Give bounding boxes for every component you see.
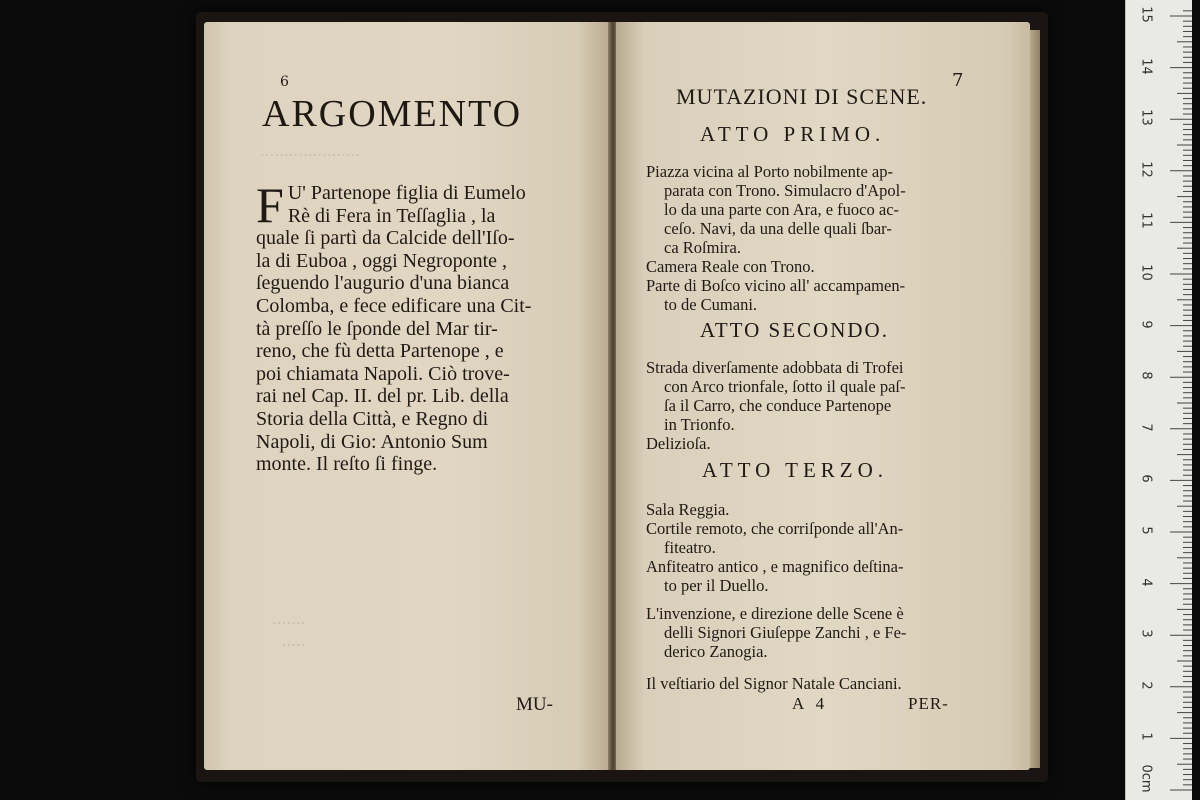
ruler-label: 8 bbox=[1138, 371, 1154, 380]
ruler-label: 14 bbox=[1138, 57, 1154, 75]
right-page bbox=[616, 22, 1030, 770]
text-line: U' Partenope figlia di Eumelo bbox=[287, 182, 526, 204]
text-line: ceſo. Navi, da una delle quali ſbar- bbox=[664, 219, 892, 238]
text-line: poi chiamata Napoli. Ciò trove- bbox=[256, 362, 510, 385]
text-line: quale ſi partì da Calcide dell'Iſo- bbox=[256, 227, 515, 250]
text-line: Camera Reale con Trono. bbox=[646, 257, 815, 276]
text-line: Cortile remoto, che corriſponde all'An- bbox=[646, 519, 904, 538]
ruler-label: 5 bbox=[1138, 526, 1154, 535]
text-line: Piazza vicina al Porto nobilmente ap- bbox=[646, 162, 893, 181]
argument-text bbox=[256, 177, 594, 476]
text-line: delli Signori Giuſeppe Zanchi , e Fe- bbox=[664, 623, 907, 642]
text-line: to de Cumani. bbox=[664, 295, 758, 314]
text-line: in Trionfo. bbox=[664, 415, 735, 434]
act-one-title: ATTO PRIMO. bbox=[700, 122, 886, 146]
catchword: MU- bbox=[516, 694, 553, 715]
scenery-credits bbox=[646, 604, 1006, 661]
ruler-label: 7 bbox=[1138, 423, 1154, 432]
text-line: ſa il Carro, che conduce Partenope bbox=[664, 396, 892, 415]
text-line: la di Euboa , oggi Negroponte , bbox=[256, 249, 508, 272]
ruler-label: 15 bbox=[1138, 6, 1154, 23]
act-three-scenes bbox=[646, 500, 1006, 595]
signature-mark: A 4 bbox=[792, 694, 829, 713]
show-through-text: ····················· bbox=[260, 146, 361, 164]
show-through-text: ······· ····· bbox=[272, 614, 306, 654]
measurement-ruler bbox=[1125, 0, 1192, 800]
text-line: Anfiteatro antico , e magnifico deſtina- bbox=[646, 557, 904, 576]
ruler-label: 3 bbox=[1138, 629, 1154, 638]
drop-cap: F bbox=[256, 177, 284, 233]
text-line: derico Zanogia. bbox=[664, 642, 768, 661]
ruler-label: 6 bbox=[1138, 474, 1154, 484]
text-line: Sala Reggia. bbox=[646, 500, 730, 519]
ruler-label: 12 bbox=[1138, 161, 1154, 178]
scene-changes-heading: MUTAZIONI DI SCENE. bbox=[676, 84, 928, 109]
text-line: lo da una parte con Ara, e fuoco ac- bbox=[664, 200, 900, 219]
catchword: PER- bbox=[908, 694, 949, 713]
ruler-label: 9 bbox=[1138, 319, 1154, 329]
text-line: Delizioſa. bbox=[646, 434, 711, 453]
text-line: parata con Trono. Simulacro d'Apol- bbox=[664, 181, 906, 200]
costume-credit: Il veſtiario del Signor Natale Canciani. bbox=[646, 674, 902, 693]
text-line: Storia della Città, e Regno di bbox=[256, 407, 489, 430]
page-edges bbox=[1030, 30, 1040, 768]
ruler-label: 10 bbox=[1138, 264, 1154, 281]
text-line: L'invenzione, e direzione delle Scene è bbox=[646, 604, 904, 623]
text-line: con Arco trionfale, ſotto il quale paſ- bbox=[664, 377, 906, 396]
text-line: Napoli, di Gio: Antonio Sum bbox=[256, 430, 488, 453]
text-line: Strada diverſamente adobbata di Trofei bbox=[646, 358, 904, 377]
text-line: Rè di Fera in Teſſaglia , la bbox=[287, 204, 496, 227]
text-line: Parte di Boſco vicino all' accampamen- bbox=[646, 276, 906, 295]
text-line: to per il Duello. bbox=[664, 576, 769, 595]
left-page-number: 6 bbox=[280, 74, 289, 90]
act-two-scenes bbox=[646, 358, 1006, 453]
ruler-label: 2 bbox=[1138, 681, 1154, 690]
right-page-number: 7 bbox=[952, 70, 964, 91]
text-line: rai nel Cap. II. del pr. Lib. della bbox=[256, 385, 509, 408]
text-line: ca Roſmira. bbox=[664, 238, 741, 257]
page-title: ARGOMENTO bbox=[262, 93, 523, 135]
text-line: ſeguendo l'augurio d'una bianca bbox=[256, 272, 510, 295]
ruler-label: 13 bbox=[1138, 109, 1154, 126]
act-two-title: ATTO SECONDO. bbox=[700, 318, 889, 342]
ruler-ticks bbox=[1126, 0, 1192, 800]
act-one-scenes bbox=[646, 162, 1006, 314]
text-line: monte. Il reſto ſi finge. bbox=[256, 453, 438, 476]
text-line: fiteatro. bbox=[664, 538, 716, 557]
left-page bbox=[204, 22, 610, 770]
ruler-label: 0cm bbox=[1138, 764, 1154, 793]
text-line: Colomba, e fece edificare una Cit- bbox=[256, 294, 532, 317]
text-line: tà preſſo le ſponde del Mar tir- bbox=[256, 317, 498, 340]
text-line: reno, che fù detta Partenope , e bbox=[256, 340, 504, 363]
ruler-label: 4 bbox=[1138, 577, 1154, 587]
act-three-title: ATTO TERZO. bbox=[702, 458, 889, 482]
ruler-label: 1 bbox=[1138, 732, 1154, 742]
ruler-label: 11 bbox=[1138, 212, 1154, 230]
